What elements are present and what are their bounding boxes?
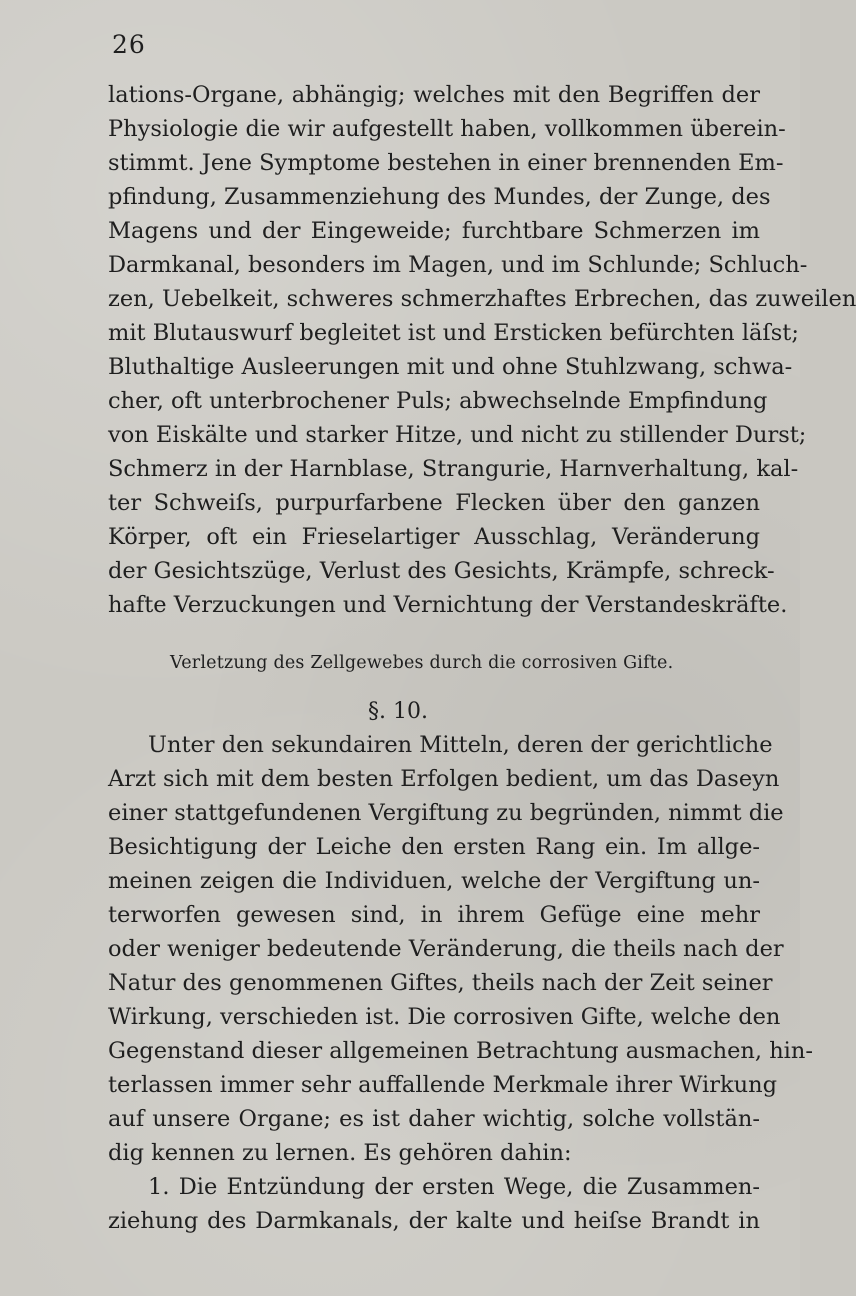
text-line: von Eiskälte und starker Hitze, und nicht zu stillender Durst;: [108, 422, 807, 448]
text-line: mit Blutauswurf begleitet ist und Ersticken befürchten läſst;: [108, 320, 799, 346]
page-number: 26: [112, 30, 146, 59]
text-line: Schmerz in der Harnblase, Strangurie, Harnverhaltung, kal-: [108, 456, 799, 482]
section-number: §. 10.: [368, 699, 428, 724]
text-line: terlassen immer sehr auffallende Merkmale ihrer Wirkung: [108, 1072, 778, 1098]
text-line: hafte Verzuckungen und Vernichtung der Verstandeskräfte.: [108, 592, 788, 618]
text-line: zen, Uebelkeit, schweres schmerzhaftes Erbrechen, das zuweilen: [108, 286, 856, 312]
text-line: Gegenstand dieser allgemeinen Betrachtung ausmachen, hin-: [108, 1038, 813, 1064]
text-line: Natur des genommenen Giftes, theils nach der Zeit seiner: [108, 970, 773, 996]
text-line: stimmt. Jene Symptome bestehen in einer brennenden Em-: [108, 150, 784, 176]
text-line: meinen zeigen die Individuen, welche der Vergiftung un-: [108, 868, 760, 894]
text-line: Arzt sich mit dem besten Erfolgen bedient, um das Daseyn: [108, 766, 780, 792]
section-subheading: Verletzung des Zellgewebes durch die corrosiven Gifte.: [170, 653, 674, 673]
text-line: Bluthaltige Ausleerungen mit und ohne Stuhlzwang, schwa-: [108, 354, 793, 380]
text-line: 1. Die Entzündung der ersten Wege, die Zusammen-: [148, 1174, 760, 1200]
text-line: lations-Organe, abhängig; welches mit den Begriffen der: [108, 82, 760, 108]
text-line: pfindung, Zusammenziehung des Mundes, der Zunge, des: [108, 184, 771, 210]
text-line: Wirkung, verschieden ist. Die corrosiven Gifte, welche den: [108, 1004, 781, 1030]
text-line: Körper, oft ein Frieselartiger Ausschlag, Veränderung: [108, 524, 760, 550]
text-line: Physiologie die wir aufgestellt haben, vollkommen überein-: [108, 116, 786, 142]
text-line: Unter den sekundairen Mitteln, deren der gerichtliche: [148, 732, 773, 758]
text-line: einer stattgefundenen Vergiftung zu begründen, nimmt die: [108, 800, 784, 826]
text-line: Magens und der Eingeweide; furchtbare Schmerzen im: [108, 218, 760, 244]
text-line: terworfen gewesen sind, in ihrem Gefüge eine mehr: [108, 902, 760, 928]
text-line: Besichtigung der Leiche den ersten Rang ein. Im allge-: [108, 834, 760, 860]
text-line: ter Schweiſs, purpurfarbene Flecken über den ganzen: [108, 490, 760, 516]
text-line: cher, oft unterbrochener Puls; abwechselnde Empfindung: [108, 388, 768, 414]
text-line: Darmkanal, besonders im Magen, und im Schlunde; Schluch-: [108, 252, 808, 278]
text-line: der Gesichtszüge, Verlust des Gesichts, Krämpfe, schreck-: [108, 558, 775, 584]
text-line: ziehung des Darmkanals, der kalte und heiſse Brandt in: [108, 1208, 760, 1234]
text-line: oder weniger bedeutende Veränderung, die theils nach der: [108, 936, 784, 962]
text-line: auf unsere Organe; es ist daher wichtig, solche vollstän-: [108, 1106, 760, 1132]
text-line: dig kennen zu lernen. Es gehören dahin:: [108, 1140, 572, 1166]
